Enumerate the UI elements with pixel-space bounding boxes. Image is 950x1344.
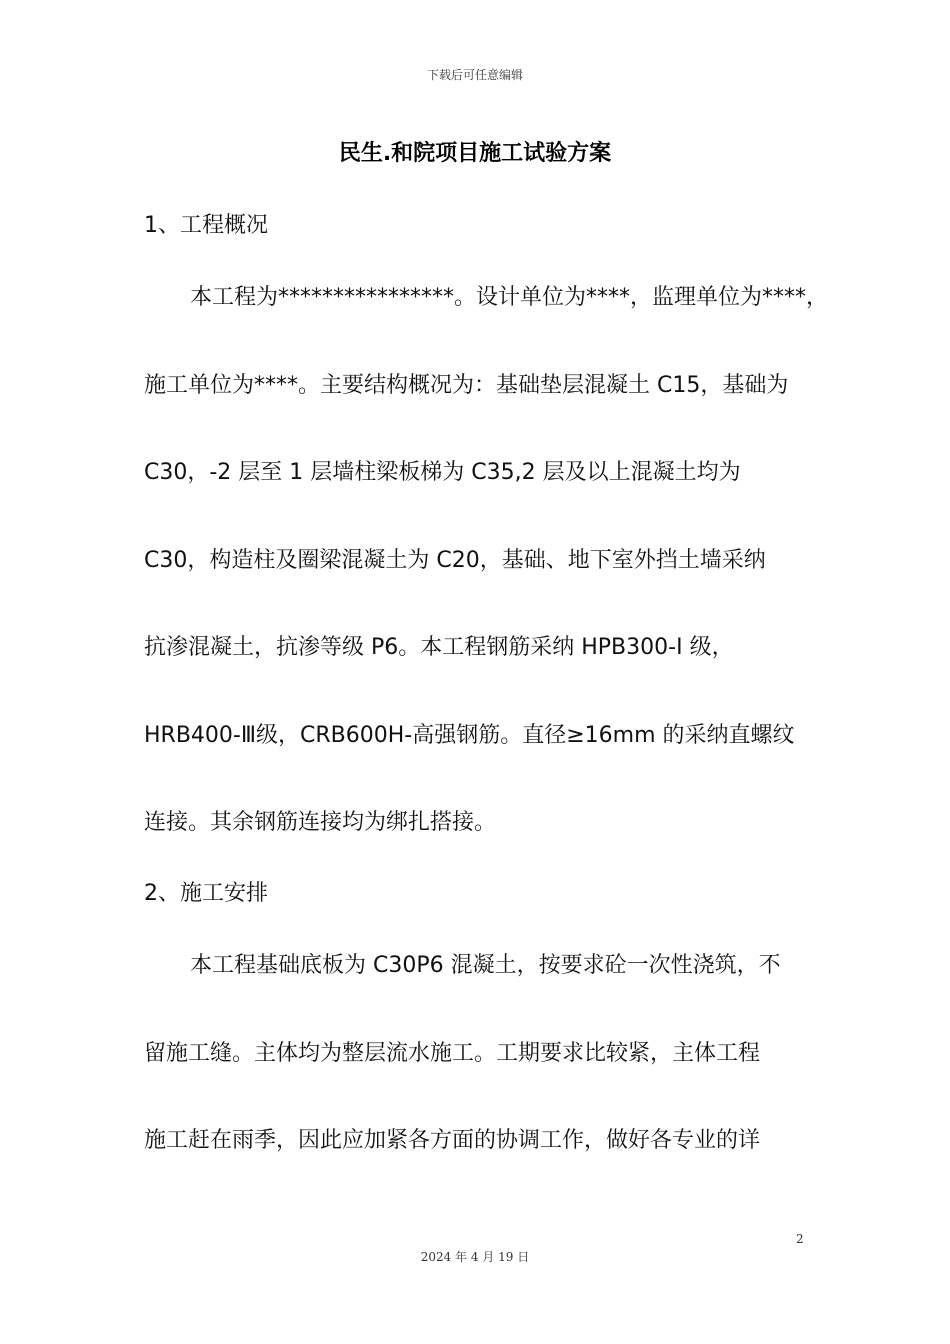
paragraph-line: 抗渗混凝土，抗渗等级 P6。本工程钢筋采纳 HPB300-Ⅰ 级， xyxy=(144,635,734,660)
section-heading-overview: 1、工程概况 xyxy=(144,213,268,238)
page-title: 民生.和院项目施工试验方案 xyxy=(338,141,612,166)
paragraph-line: 本工程为****************。设计单位为****，监理单位为****， xyxy=(190,285,829,310)
paragraph-line: 本工程基础底板为 C30P6 混凝土，按要求砼一次性浇筑，不 xyxy=(190,953,781,978)
paragraph-line: 施工赶在雨季，因此应加紧各方面的协调工作，做好各专业的详 xyxy=(144,1128,761,1153)
section-heading-schedule: 2、施工安排 xyxy=(144,881,268,906)
page-number: 2 xyxy=(796,1232,804,1246)
paragraph-line: C30，-2 层至 1 层墙柱梁板梯为 C35,2 层及以上混凝土均为 xyxy=(144,460,741,485)
paragraph-line: 留施工缝。主体均为整层流水施工。工期要求比较紧，主体工程 xyxy=(144,1040,761,1066)
footer-date: 2024 年 4 月 19 日 xyxy=(420,1250,530,1264)
paragraph-schedule xyxy=(144,922,824,1185)
paragraph-line: HRB400-Ⅲ级，CRB600H-高强钢筋。直径≥16mm 的采纳直螺纹 xyxy=(144,722,795,748)
paragraph-line: 连接。其余钢筋连接均为绑扎搭接。 xyxy=(144,810,497,835)
paragraph-line: 施工单位为****。主要结构概况为：基础垫层混凝土 C15，基础为 xyxy=(144,372,789,398)
paragraph-overview xyxy=(144,254,829,867)
paragraph-line: C30，构造柱及圈梁混凝土为 C20，基础、地下室外挡土墙采纳 xyxy=(144,547,766,573)
header-note: 下载后可任意编辑 xyxy=(426,68,523,82)
